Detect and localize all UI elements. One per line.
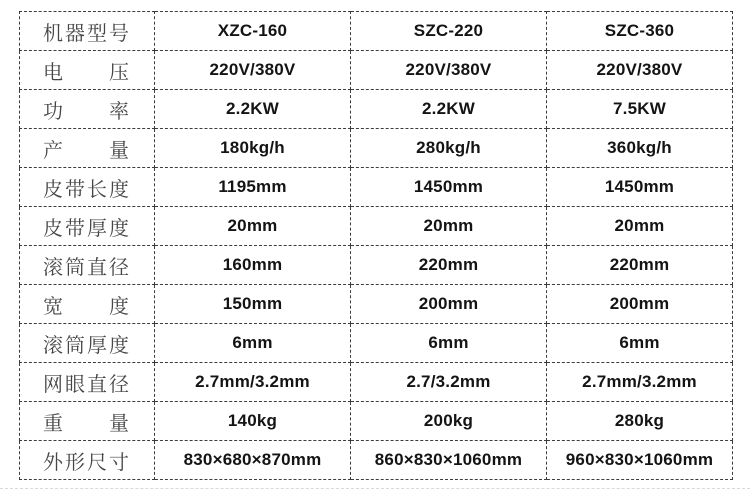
row-label: 皮带长度: [20, 168, 155, 207]
table-row: [20, 90, 733, 129]
row-label: 外形尺寸: [20, 441, 155, 480]
spec-value: SZC-220: [351, 12, 547, 51]
row-label: 网眼直径: [20, 363, 155, 402]
table-row: [20, 129, 733, 168]
spec-value: 200mm: [547, 285, 733, 324]
photo-edge-divider: [0, 488, 750, 489]
spec-value: 220mm: [351, 246, 547, 285]
spec-value: 280kg/h: [351, 129, 547, 168]
table-row: [20, 12, 733, 51]
table-row: [20, 285, 733, 324]
spec-value: 20mm: [155, 207, 351, 246]
row-label: 皮带厚度: [20, 207, 155, 246]
spec-value: 160mm: [155, 246, 351, 285]
spec-value: 140kg: [155, 402, 351, 441]
spec-value: 20mm: [547, 207, 733, 246]
table-row: [20, 168, 733, 207]
spec-value: 7.5KW: [547, 90, 733, 129]
spec-value: XZC-160: [155, 12, 351, 51]
spec-value: 6mm: [351, 324, 547, 363]
table-row: [20, 246, 733, 285]
row-label: 产 量: [20, 129, 155, 168]
row-label: 机器型号: [20, 12, 155, 51]
table-row: [20, 51, 733, 90]
table-row: [20, 363, 733, 402]
spec-value: 200kg: [351, 402, 547, 441]
spec-value: 2.2KW: [351, 90, 547, 129]
spec-value: 20mm: [351, 207, 547, 246]
spec-value: 180kg/h: [155, 129, 351, 168]
row-label: 宽 度: [20, 285, 155, 324]
spec-value: 220V/380V: [547, 51, 733, 90]
table-row: [20, 441, 733, 480]
row-label: 重 量: [20, 402, 155, 441]
spec-value: 860×830×1060mm: [351, 441, 547, 480]
spec-value: 220mm: [547, 246, 733, 285]
spec-table: [19, 11, 733, 480]
spec-value: 2.7/3.2mm: [351, 363, 547, 402]
table-row: [20, 402, 733, 441]
spec-value: 2.2KW: [155, 90, 351, 129]
spec-value: 220V/380V: [351, 51, 547, 90]
spec-value: 1450mm: [547, 168, 733, 207]
row-label: 滚筒厚度: [20, 324, 155, 363]
spec-value: 960×830×1060mm: [547, 441, 733, 480]
spec-value: SZC-360: [547, 12, 733, 51]
spec-value: 1450mm: [351, 168, 547, 207]
spec-value: 360kg/h: [547, 129, 733, 168]
spec-value: 150mm: [155, 285, 351, 324]
spec-value: 200mm: [351, 285, 547, 324]
spec-value: 6mm: [155, 324, 351, 363]
row-label: 功 率: [20, 90, 155, 129]
spec-value: 1195mm: [155, 168, 351, 207]
table-row: [20, 324, 733, 363]
spec-value: 280kg: [547, 402, 733, 441]
table-row: [20, 207, 733, 246]
spec-value: 6mm: [547, 324, 733, 363]
spec-value: 220V/380V: [155, 51, 351, 90]
spec-value: 2.7mm/3.2mm: [155, 363, 351, 402]
spec-table-body: [20, 12, 733, 480]
spec-value: 2.7mm/3.2mm: [547, 363, 733, 402]
row-label: 滚筒直径: [20, 246, 155, 285]
spec-value: 830×680×870mm: [155, 441, 351, 480]
row-label: 电 压: [20, 51, 155, 90]
